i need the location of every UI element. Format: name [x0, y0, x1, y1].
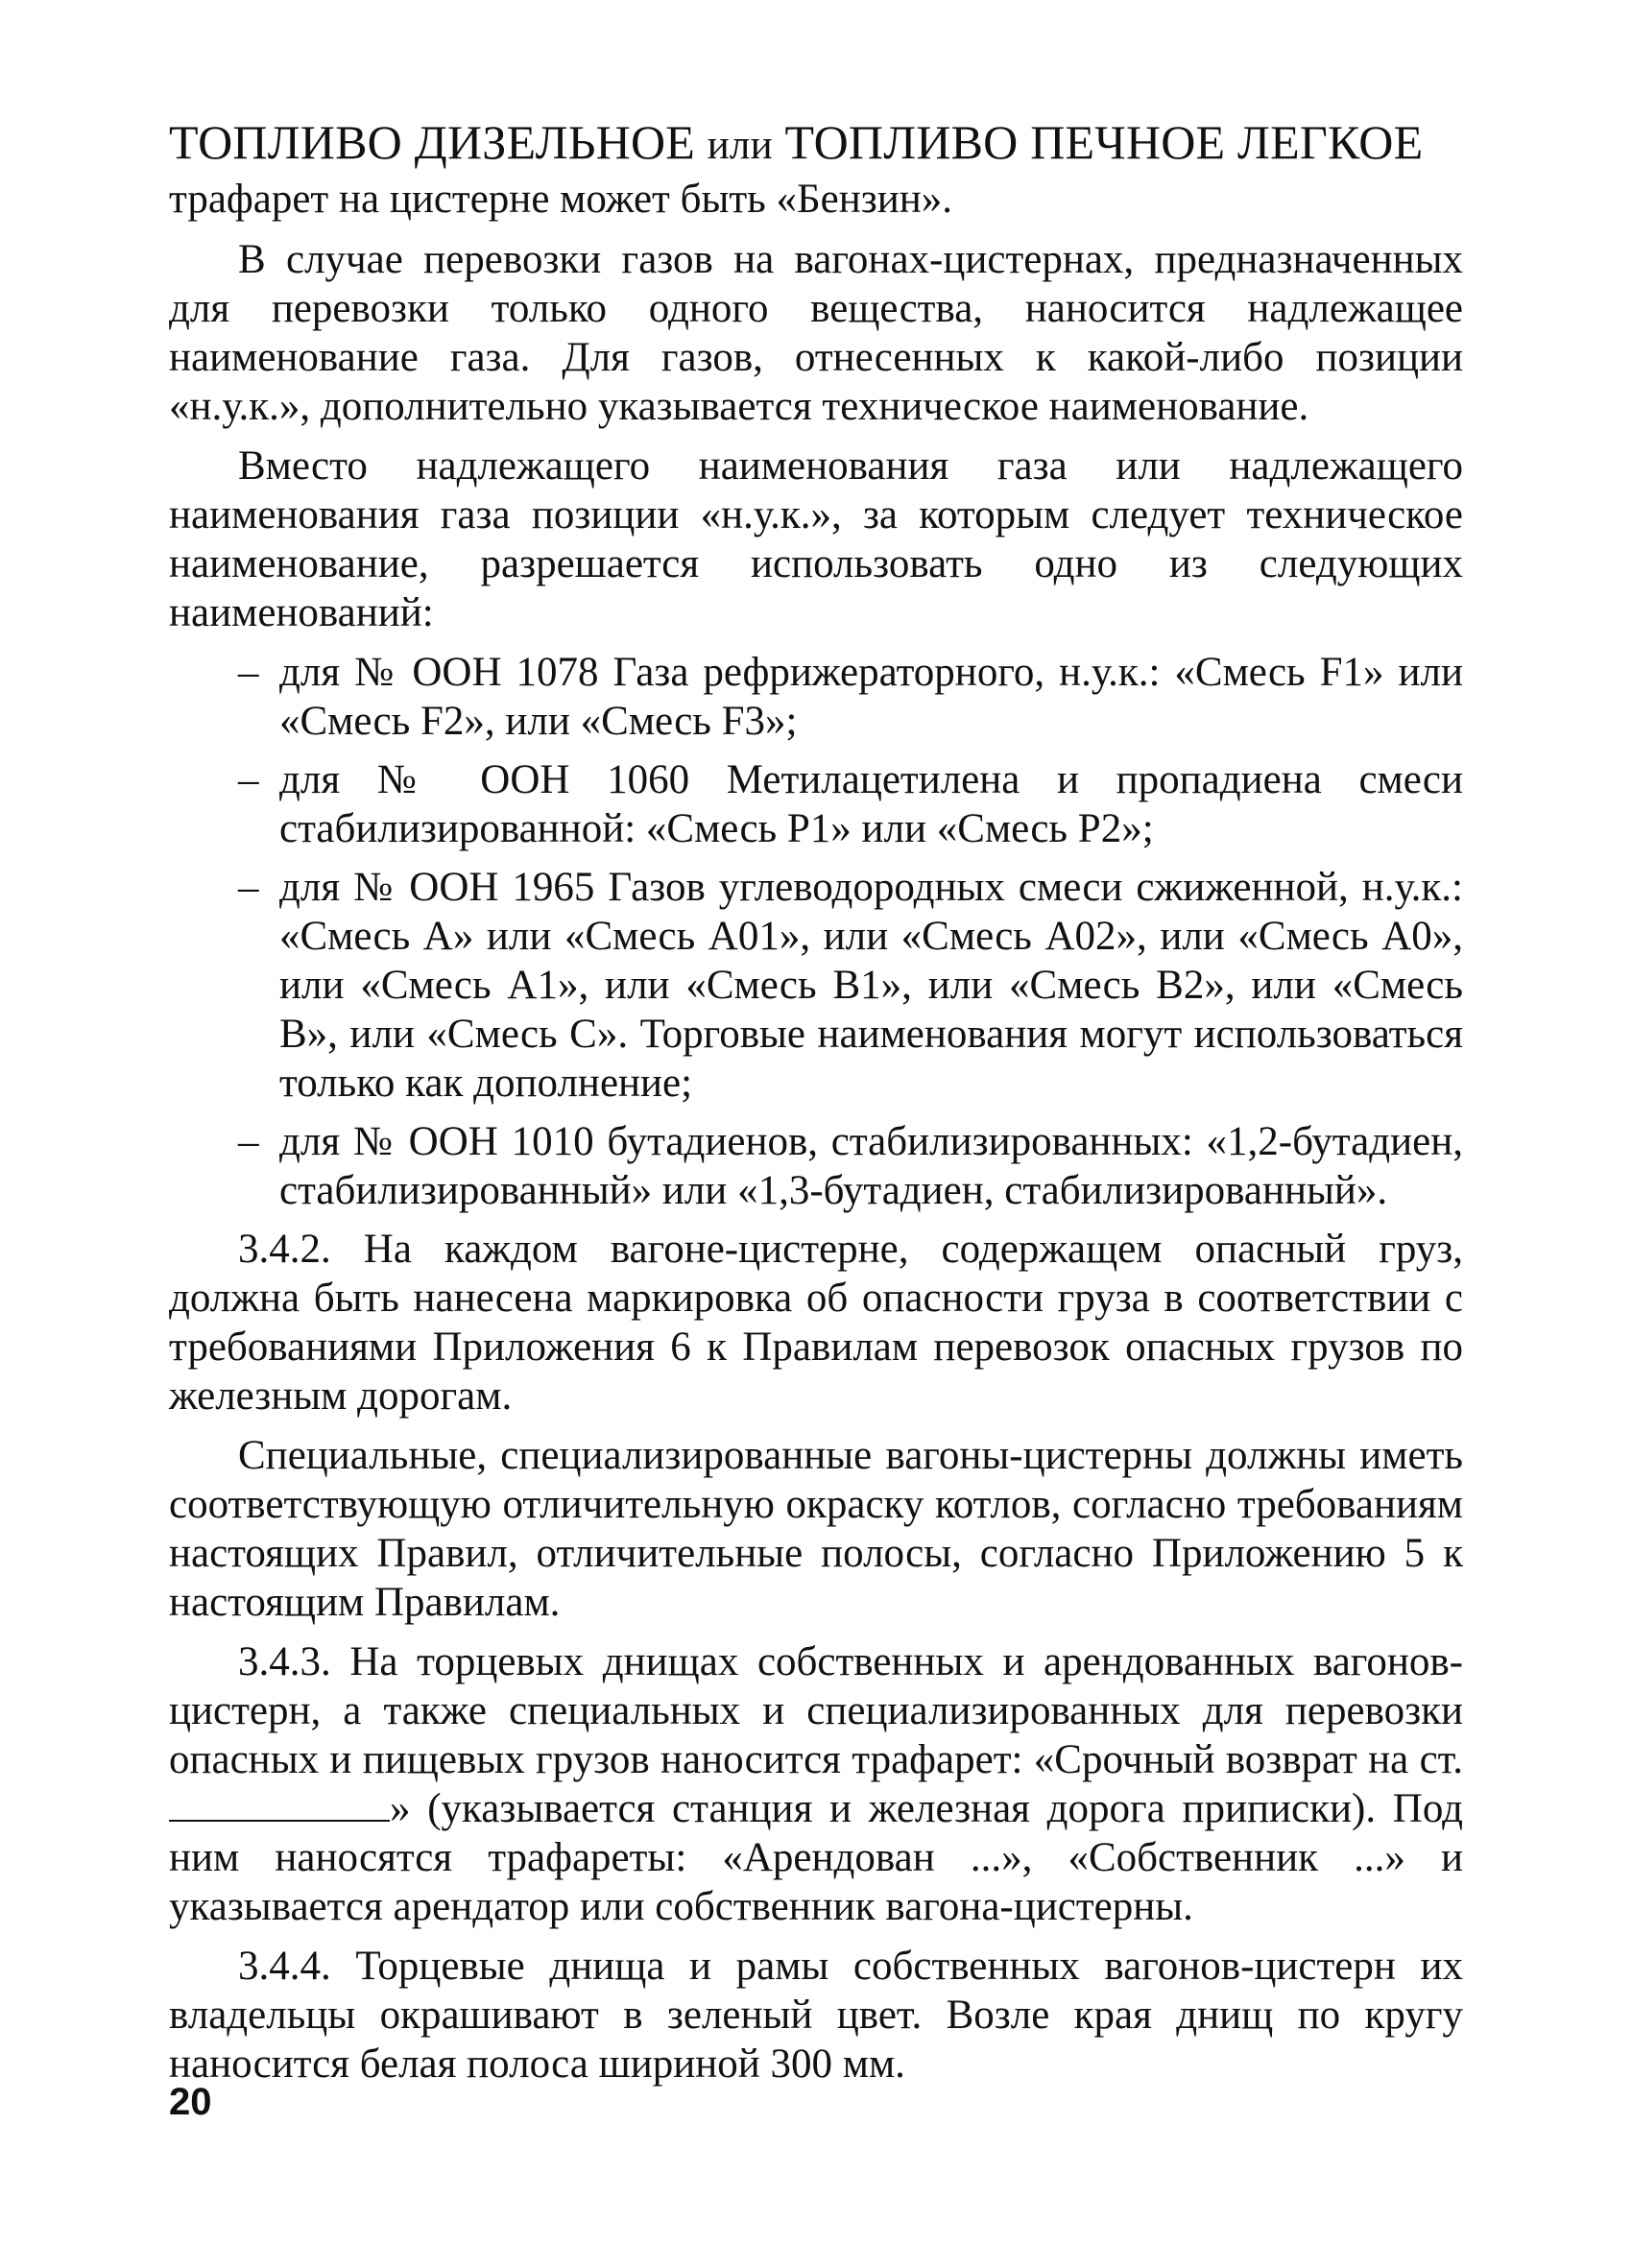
alternative-names-paragraph: Вместо надлежащего наименования газа или надлежащего наименования газа позиции «н.у.к.», за которым следует техническое наименование, разрешается использовать одно из следующих наименований:: [169, 443, 1463, 635]
list-item: [169, 1117, 1463, 1215]
list-item: [169, 755, 1463, 853]
fuel-heading: [169, 113, 1463, 175]
fuel-heading-part1: ТОПЛИВО ДИЗЕЛЬНОЕ: [169, 115, 696, 169]
section-3-4-4-paragraph: 3.4.4. Торцевые днища и рамы собственных вагонов-цистерн их владельцы окрашивают в зеленый цвет. Возле края днищ по кругу наносится белая полоса шириной 300 мм.: [169, 1944, 1463, 2087]
fuel-heading-part2: ТОПЛИВО ПЕЧНОЕ ЛЕГКОЕ: [784, 115, 1424, 169]
list-item-text: для № ООН 1010 бутадиенов, стабилизированных: «1,2-бутадиен, стабилизированный» или «1,3-бутадиен, стабилизированный».: [279, 1119, 1463, 1213]
list-dash: –: [238, 757, 259, 802]
list-dash: –: [238, 1119, 259, 1164]
list-item: [169, 648, 1463, 746]
list-dash: –: [238, 865, 259, 910]
gases-naming-paragraph: В случае перевозки газов на вагонах-цистернах, предназначенных для перевозки только одного вещества, наносится надлежащее наименование газа. Для газов, отнесенных к какой-либо позиции «н.у.к.», дополнительно указывается техническое наименование.: [169, 237, 1463, 429]
page-body: [169, 113, 1463, 2099]
section-3-4-3-paragraph: [169, 1637, 1463, 1931]
section-3-4-3-text-after: » (указывается станция и железная дорога приписки). Под ним наносятся трафареты: «Арендован ...», «Собственник ...» и указывается арендатор или собственник вагона-цистерны.: [169, 1786, 1463, 1929]
list-item-text: для № ООН 1965 Газов углеводородных смеси сжиженной, н.у.к.: «Смесь А» или «Смесь А01», или «Смесь А02», или «Смесь А0», или «Смесь А1», или «Смесь В1», или «Смесь В2», или «Смесь В», или «Смесь С». Торговые наименования могут использоваться только как дополнение;: [279, 865, 1463, 1106]
station-blank-line: [169, 1787, 390, 1822]
list-item-text: для № ООН 1060 Метилацетилена и пропадиена смеси стабилизированной: «Смесь P1» или «Смесь P2»;: [279, 757, 1463, 851]
list-item-text: для № ООН 1078 Газа рефрижераторного, н.у.к.: «Смесь F1» или «Смесь F2», или «Смесь F3»;: [279, 650, 1463, 744]
section-3-4-2-paragraph: 3.4.2. На каждом вагоне-цистерне, содержащем опасный груз, должна быть нанесена маркировка об опасности груза в соответствии с требованиями Приложения 6 к Правилам перевозок опасных грузов по железным дорогам.: [169, 1227, 1463, 1419]
stencil-note-paragraph: трафарет на цистерне может быть «Бензин».: [169, 177, 953, 222]
gas-mixture-list: [169, 648, 1463, 1215]
section-3-4-3-text-before: 3.4.3. На торцевых днищах собственных и арендованных вагонов-цистерн, а также специальных и специализированных для перевозки опасных и пищевых грузов наносится трафарет: «Срочный возврат на ст.: [169, 1639, 1463, 1782]
list-item: [169, 863, 1463, 1108]
special-tanks-paragraph: Специальные, специализированные вагоны-цистерны должны иметь соответствующую отличительную окраску котлов, согласно требованиям настоящих Правил, отличительные полосы, согласно Приложению 5 к настоящим Правилам.: [169, 1433, 1463, 1625]
fuel-heading-connector: или: [707, 123, 773, 168]
list-dash: –: [238, 650, 259, 695]
page-number: 20: [169, 2081, 212, 2123]
